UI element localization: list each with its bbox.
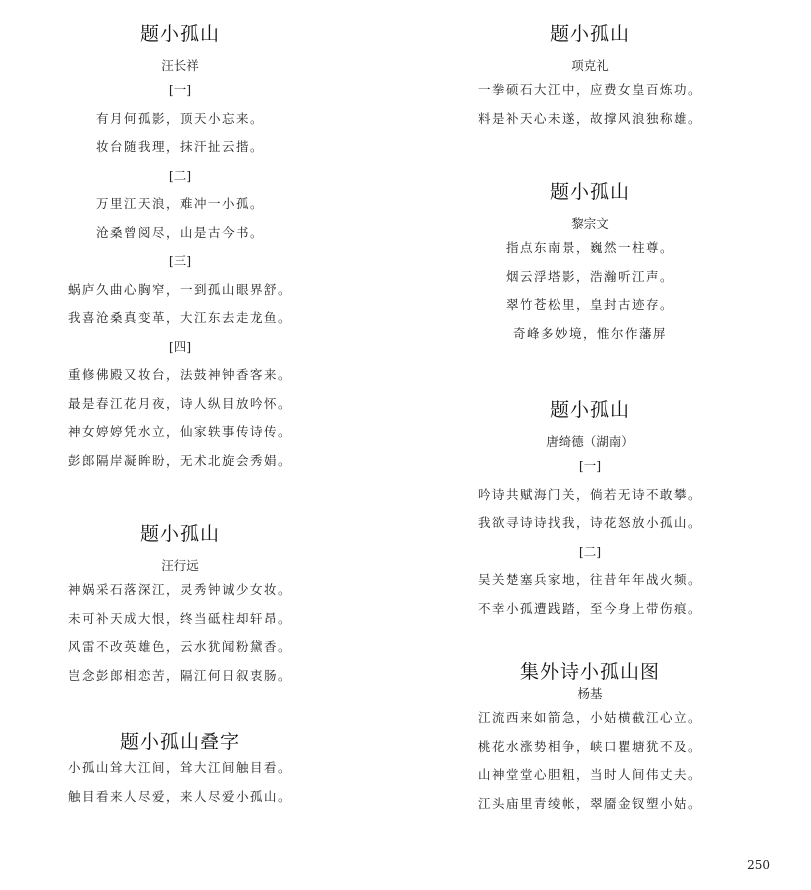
poem-line: 吟诗共赋海门关，倘若无诗不敢攀。 — [477, 486, 702, 502]
poem-author: 汪长祥 — [161, 58, 199, 73]
poem-title: 题小孤山 — [549, 181, 630, 203]
poem-title: 题小孤山 — [139, 523, 220, 545]
poem-title: 题小孤山 — [549, 23, 630, 45]
poem-line: 未可补天成大恨，终当砥柱却轩昂。 — [67, 610, 292, 626]
poem-line: 神娲采石落深江，灵秀钟诚少女妆。 — [67, 582, 292, 597]
poem-2 — [10, 522, 350, 690]
poem-line: 烟云浮塔影，浩瀚听江声。 — [505, 268, 674, 284]
section-marker: [三] — [168, 253, 192, 268]
poem-line: 重修佛殿又妆台，法鼓神钟香客来。 — [67, 367, 292, 382]
poem-author: 黎宗文 — [571, 216, 609, 231]
poem-line: 沧桑曾阅尽，山是古今书。 — [95, 224, 264, 240]
poem-4 — [430, 22, 750, 133]
poem-line: 不幸小孤遭践踏，至今身上带伤痕。 — [477, 600, 702, 616]
poem-line: 妆台随我理，抹汗扯云揩。 — [95, 139, 264, 154]
poem-line: 触目看来人尽爱，来人尽爱小孤山。 — [67, 788, 292, 804]
poem-line: 吴关楚塞兵家地，往昔年年战火频。 — [477, 572, 702, 587]
section-marker: [一] — [168, 82, 192, 97]
poem-5 — [430, 180, 750, 348]
page-number: 250 — [747, 858, 770, 872]
poem-author: 汪行远 — [161, 558, 199, 573]
poem-line: 风雷不改英雄色，云水犹闻粉黛香。 — [67, 639, 292, 654]
poem-line: 我喜沧桑真变革，大江东去走龙鱼。 — [67, 310, 292, 325]
poem-line: 最是春江花月夜，诗人纵目放吟怀。 — [67, 395, 292, 411]
poem-1 — [10, 22, 350, 475]
poem-line: 指点东南景，巍然一柱尊。 — [505, 240, 674, 255]
poem-line: 奇峰多妙境，惟尔作藩屏 — [512, 325, 667, 341]
poem-line: 一拳硕石大江中，应费女皇百炼功。 — [477, 82, 702, 97]
poem-line: 小孤山耸大江间，耸大江间触目看。 — [67, 760, 292, 775]
poem-line: 万里江天浪，难冲一小孤。 — [95, 196, 264, 211]
poem-line: 岂念彭郎相恋苦，隔江何日叙衷肠。 — [67, 667, 292, 683]
poem-title: 题小孤山 — [139, 23, 220, 45]
poem-3 — [10, 730, 350, 811]
poem-line: 神女婷婷凭水立，仙家轶事传诗传。 — [67, 424, 292, 439]
poem-author: 唐绮德（湖南） — [546, 434, 634, 449]
poem-line: 有月何孤影，顶天小忘来。 — [95, 110, 264, 126]
poem-line: 料是补天心未遂，故撑风浪独称雄。 — [477, 110, 702, 126]
poem-line: 江头庙里青绫帐，翠靥金钗塑小姑。 — [477, 795, 702, 811]
poem-line: 蜗庐久曲心胸窄，一到孤山眼界舒。 — [67, 281, 292, 297]
poem-line: 我欲寻诗诗找我，诗花怒放小孤山。 — [477, 515, 702, 530]
section-marker: [二] — [168, 167, 192, 183]
poem-line: 翠竹苍松里，皇封古迹存。 — [505, 297, 674, 312]
poem-line: 江流西来如箭急，小姑横截江心立。 — [477, 710, 702, 725]
poem-line: 桃花水涨势相争，峡口瞿塘犹不及。 — [477, 738, 702, 754]
poem-6 — [430, 398, 750, 623]
poem-author: 项克礼 — [571, 58, 609, 73]
poem-title: 题小孤山 — [549, 399, 630, 421]
poem-line: 山神堂堂心胆粗，当时人间伟丈夫。 — [477, 767, 702, 782]
poem-author: 杨基 — [577, 686, 603, 701]
poem-7 — [430, 660, 750, 818]
section-marker: [四] — [168, 338, 192, 354]
poem-line: 彭郎隔岸凝眸盼，无术北旋会秀娟。 — [67, 452, 292, 468]
section-marker: [二] — [578, 543, 602, 559]
poem-title: 题小孤山叠字 — [119, 731, 240, 753]
section-marker: [一] — [578, 458, 602, 473]
poem-title: 集外诗小孤山图 — [519, 661, 660, 683]
